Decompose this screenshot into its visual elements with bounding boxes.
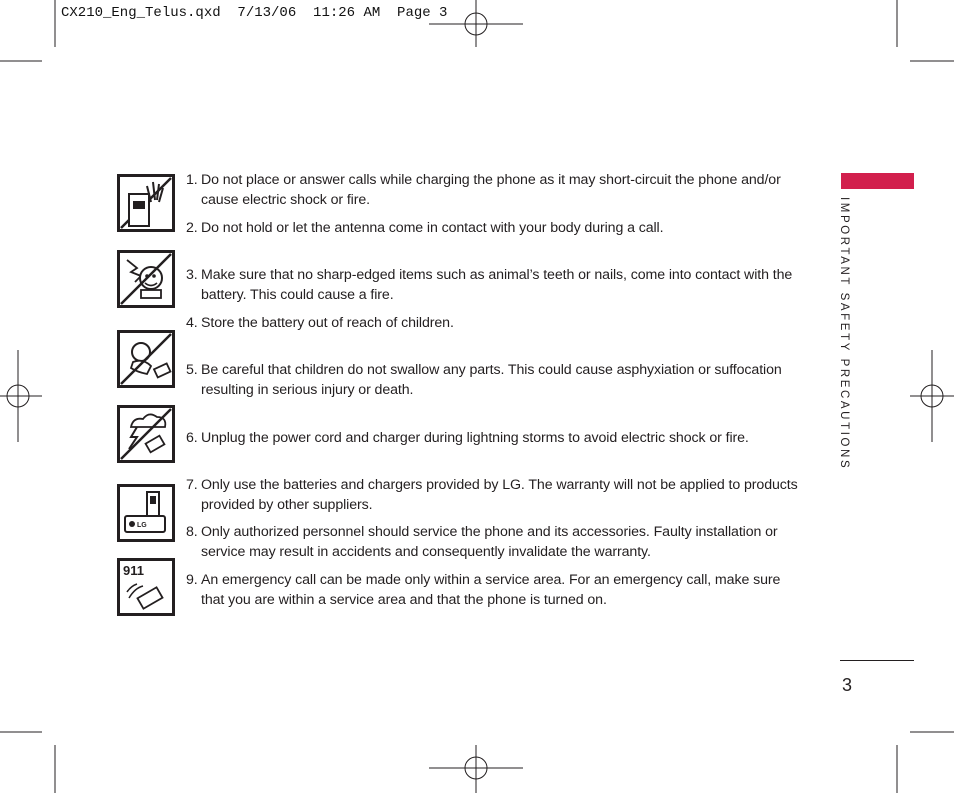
item-text: Unplug the power cord and charger during lightning storms to avoid electric shock or fire. (201, 430, 749, 446)
item-number: 7. (186, 477, 198, 493)
lg-battery-charger-icon (117, 484, 175, 542)
list-item (186, 170, 798, 210)
item-number: 5. (186, 362, 198, 378)
lightning-storm-warning-icon (117, 405, 175, 463)
item-text: Do not hold or let the antenna come in contact with your body during a call. (201, 220, 664, 236)
item-text: Make sure that no sharp-edged items such as animal’s teeth or nails, come into contact with the battery. This could cause a fire. (201, 267, 793, 303)
item-text: Only authorized personnel should service the phone and its accessories. Faulty installation or service may result in accidents and consequently invalidate the warranty. (201, 524, 778, 560)
item-text: Do not place or answer calls while charging the phone as it may short-circuit the phone and/or cause electric shock or fire. (201, 172, 781, 208)
item-number: 9. (186, 572, 198, 588)
item-number: 1. (186, 172, 198, 188)
charging-phone-warning-icon (117, 174, 175, 232)
pet-chewing-battery-warning-icon (117, 250, 175, 308)
emergency-911-label: 911 (123, 563, 144, 578)
item-number: 2. (186, 220, 198, 236)
list-item (186, 360, 798, 400)
emergency-911-icon (117, 558, 175, 616)
footer-rule (840, 660, 914, 661)
item-text: Only use the batteries and chargers provided by LG. The warranty will not be applied to products provided by other suppliers. (201, 477, 798, 513)
section-tab-marker (841, 173, 914, 189)
item-text: An emergency call can be made only within a service area. For an emergency call, make sure that you are within a service area and that the phone is turned on. (201, 572, 781, 608)
list-item (186, 475, 798, 515)
list-item (186, 428, 798, 448)
list-item (186, 522, 798, 562)
list-item (186, 313, 798, 333)
item-number: 3. (186, 267, 198, 283)
child-swallowing-parts-warning-icon (117, 330, 175, 388)
item-number: 6. (186, 430, 198, 446)
section-title-vertical: IMPORTANT SAFETY PRECAUTIONS (838, 197, 850, 471)
list-item (186, 218, 798, 238)
item-text: Store the battery out of reach of children. (201, 315, 454, 331)
item-text: Be careful that children do not swallow any parts. This could cause asphyxiation or suffocation resulting in serious injury or death. (201, 362, 782, 398)
svg-text:LG: LG (137, 522, 147, 529)
list-item (186, 570, 798, 610)
list-item (186, 265, 798, 305)
page-number: 3 (842, 675, 853, 695)
item-number: 4. (186, 315, 198, 331)
file-slug-header: CX210_Eng_Telus.qxd 7/13/06 11:26 AM Page 3 (61, 5, 448, 21)
item-number: 8. (186, 524, 198, 540)
